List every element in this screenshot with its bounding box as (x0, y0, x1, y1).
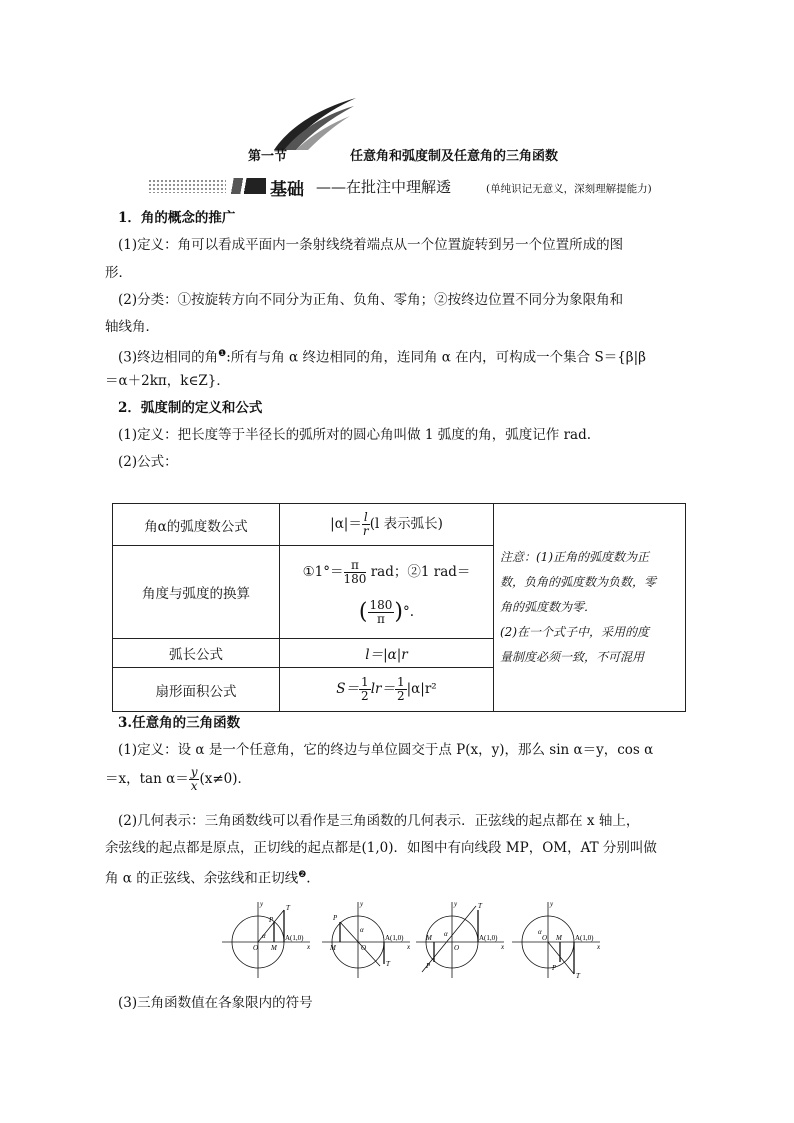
label-alpha: α (360, 926, 364, 934)
label-A: A(1,0) (479, 934, 498, 942)
label-O: O (454, 944, 460, 952)
trig-diagram-q3 (412, 900, 508, 980)
note-line: (2)在一个式子中，采用的度 (500, 625, 649, 639)
s3-geo-line2: 余弦线的起点都是原点，正切线的起点都是(1,0)．如图中有向线段 MP，OM，AT 分别叫做 (105, 840, 657, 856)
formula-table (112, 503, 686, 712)
label-M: M (271, 944, 277, 952)
s1-heading: 1．角的概念的推广 (118, 210, 236, 226)
numerator: π (344, 559, 367, 573)
label-x: x (307, 943, 311, 951)
label-alpha: α (262, 932, 266, 940)
fraction (189, 766, 200, 793)
section-banner (148, 175, 688, 200)
label-alpha: α (444, 930, 448, 938)
label-A: A(1,0) (575, 934, 594, 942)
numerator: l (363, 510, 368, 524)
logo-swoosh (270, 96, 360, 152)
label-x: x (597, 943, 601, 951)
numerator: 1 (361, 675, 369, 689)
row-label: 角α的弧度数公式 (113, 504, 280, 546)
geo-text: . (306, 870, 311, 887)
banner-dots (148, 179, 228, 193)
trig-diagram-q4 (508, 900, 604, 980)
label-P: P (333, 914, 338, 922)
denominator: π (377, 611, 385, 626)
trig-diagram-q1 (218, 900, 314, 980)
paren-right: ) (394, 599, 404, 625)
banner-main: 基础 (270, 180, 304, 200)
page-title: 任意角和弧度制及任意角的三角函数 (350, 149, 559, 164)
label-M: M (330, 944, 336, 952)
fraction (362, 511, 370, 538)
paren-left: ( (358, 599, 368, 625)
s2-heading: 2．弧度制的定义和公式 (118, 400, 263, 416)
note-cell (494, 504, 686, 712)
s1-def-line1: (1)定义：角可以看成平面内一条射线绕着端点从一个位置旋转到另一个位置所成的图 (118, 237, 624, 253)
row-label: 角度与弧度的换算 (113, 546, 280, 639)
banner-bar (226, 178, 266, 194)
label-P: P (426, 962, 431, 970)
denominator: 180 (343, 571, 367, 586)
formula-text: lr＝ (370, 681, 395, 697)
s3-heading: 3.任意角的三角函数 (118, 715, 241, 731)
s3-def-line2 (105, 766, 670, 793)
geo-text: 角 α 的正弦线、余弦线和正切线 (105, 870, 299, 887)
denominator: 2 (361, 689, 369, 703)
table-row (113, 504, 686, 546)
label-T: T (386, 960, 390, 968)
numerator: 1 (396, 675, 405, 689)
footnote-marker-1: ❶ (218, 349, 227, 359)
banner-note: (单纯识记无意义，深刻理解提能力) (486, 183, 652, 195)
radian-formula (280, 504, 494, 546)
denominator: x (190, 779, 198, 793)
footnote-marker-2: ❷ (298, 870, 307, 880)
label-y: y (454, 900, 458, 908)
label-alpha: α (538, 928, 542, 936)
label-T: T (286, 904, 290, 912)
s1-same-line1 (118, 341, 683, 371)
formula-text: (l 表示弧长) (369, 516, 443, 532)
row-label: 弧长公式 (113, 639, 280, 668)
fraction (344, 559, 367, 586)
row-label: 扇形面积公式 (113, 668, 280, 712)
label-M: M (556, 934, 562, 942)
fraction (395, 676, 407, 703)
label-x: x (501, 943, 505, 951)
formula-text: (x≠0)． (199, 771, 252, 787)
trig-diagram-q2 (318, 900, 414, 980)
denominator: r (362, 524, 369, 538)
label-y: y (550, 900, 554, 908)
fraction (368, 599, 395, 626)
label-P: P (269, 916, 274, 924)
label-y: y (360, 900, 364, 908)
note-line: 注意：(1)正角的弧度数为正 (500, 550, 649, 564)
formula-text: ①1°＝ (302, 563, 344, 580)
s1-cls-line2: 轴线角． (105, 319, 159, 335)
formula-text: |α|＝ (330, 516, 362, 532)
s1-same-line2: ＝α＋2kπ，k∈Z}． (105, 373, 230, 389)
note-line: 数，负角的弧度数为负数，零 (500, 575, 657, 589)
formula-text: ＝x，tan α＝ (105, 771, 189, 787)
label-T: T (576, 972, 580, 980)
label-O: O (253, 944, 259, 952)
s3-def-line1: (1)定义：设 α 是一个任意角，它的终边与单位圆交于点 P(x，y)，那么 sin α＝y，cos α (118, 742, 654, 758)
formula-text: |α|r² (406, 681, 437, 697)
s2-def: (1)定义：把长度等于半径长的弧所对的圆心角叫做 1 弧度的角，弧度记作 rad. (118, 427, 592, 443)
s3-geo-line1: (2)几何表示：三角函数线可以看作是三角函数的几何表示．正弦线的起点都在 x 轴上， (118, 813, 640, 829)
conversion-formula (280, 546, 494, 639)
arc-length-formula: l＝|α|r (280, 639, 494, 668)
label-A: A(1,0) (385, 934, 404, 942)
fraction (359, 676, 371, 703)
formula-text: rad；②1 rad＝ (366, 563, 471, 580)
s3-geo-line3 (105, 862, 670, 892)
s1-same-a: (3)终边相同的角 (118, 349, 219, 366)
label-y: y (260, 900, 264, 908)
label-T: T (478, 902, 482, 910)
formula-text: °. (403, 603, 415, 620)
label-O: O (361, 944, 367, 952)
label-O: O (542, 934, 548, 942)
s1-same-b: :所有与角 α 终边相同的角，连同角 α 在内，可构成一个集合 S＝{β|β (226, 349, 646, 366)
s1-def-line2: 形． (105, 265, 132, 281)
denominator: 2 (396, 689, 405, 703)
label-P: P (552, 964, 557, 972)
note-line: 量制度必须一致，不可混用 (500, 650, 645, 664)
formula-text: S＝ (336, 681, 360, 697)
s1-cls-line1: (2)分类：①按旋转方向不同分为正角、负角、零角；②按终边位置不同分为象限角和 (118, 292, 624, 308)
s3-sign: (3)三角函数值在各象限内的符号 (118, 995, 313, 1011)
banner-sub: ——在批注中理解透 (316, 178, 452, 196)
numerator: y (190, 765, 198, 779)
numerator: 180 (369, 597, 393, 612)
label-M: M (426, 934, 432, 942)
label-A: A(1,0) (285, 934, 304, 942)
label-x: x (407, 943, 411, 951)
section-number: 第一节 (248, 149, 288, 164)
note-line: 角的弧度数为零． (500, 600, 597, 614)
sector-area-formula (280, 668, 494, 712)
s2-formula: (2)公式： (118, 454, 178, 470)
